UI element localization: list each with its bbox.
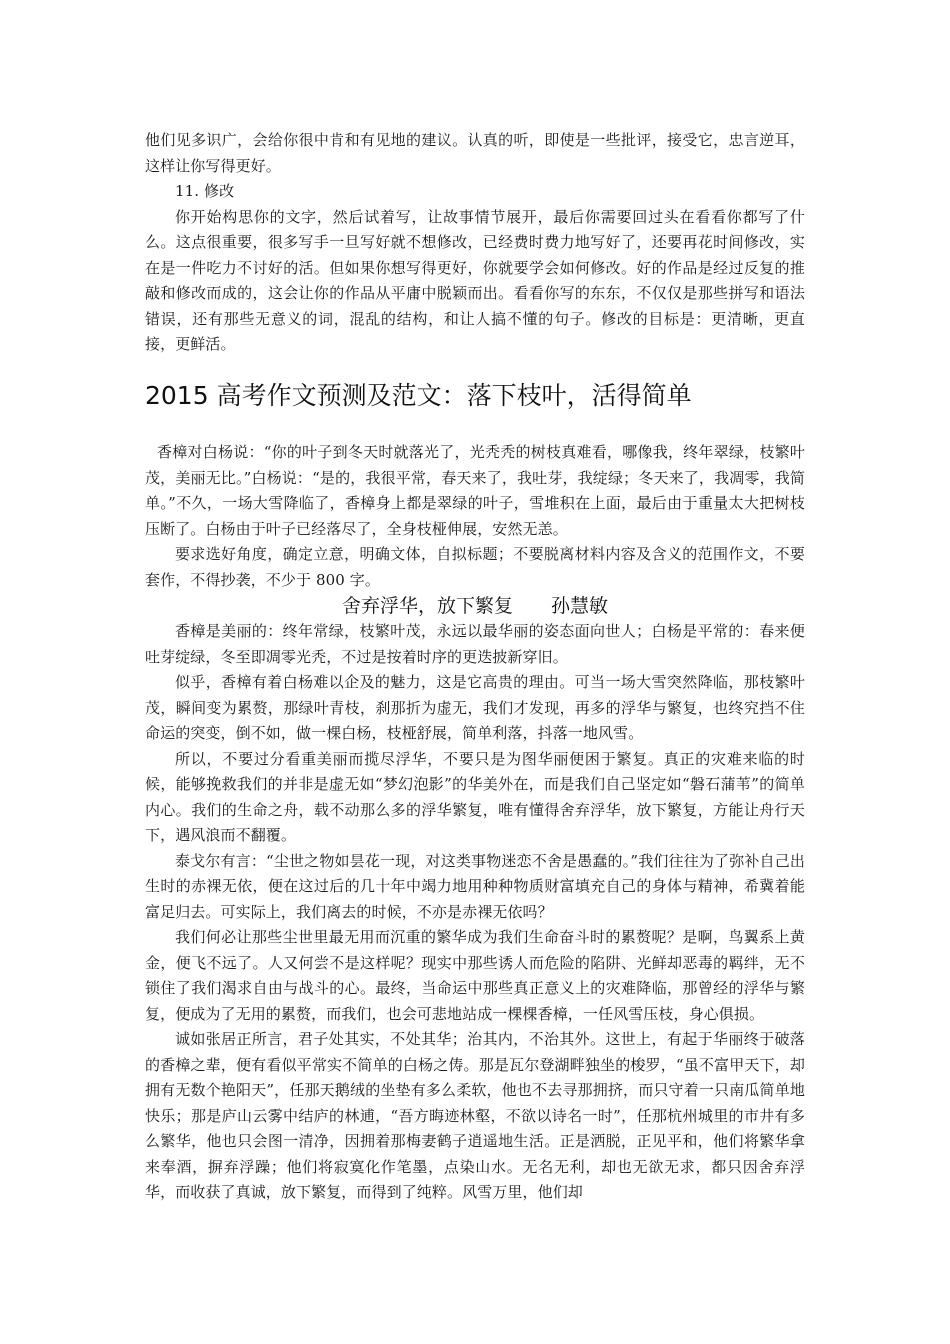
prompt-paragraph-1: 香樟对白杨说：“你的叶子到冬天时就落光了，光秃秃的树枝真难看，哪像我，终年翠绿，枝繁叶茂，美丽无比。”白杨说：“是的，我很平常，春天来了，我吐芽，我绽绿；冬天来了，我凋零，我简单。”不久，一场大雪降临了，香樟身上都是翠绿的叶子，雪堆积在上面，最后由于重量太大把树枝压断了。白杨由于叶子已经落尽了，全身枝桠伸展，安然无恙。 <box>145 443 805 538</box>
essay-paragraph: 所以，不要过分看重美丽而揽尽浮华，不要只是为图华丽便困于繁复。真正的灾难来临的时候，能够挽救我们的并非是虚无如“梦幻泡影”的华美外在，而是我们自己坚定如“磐石蒲苇”的简单内心。我们的生命之舟，载不动那么多的浮华繁复，唯有懂得舍弃浮华，放下繁复，方能让舟行天下，遇风浪而不翻覆。 <box>145 749 805 844</box>
article-heading-block <box>145 380 805 412</box>
essay-paragraph: 我们何必让那些尘世里最无用而沉重的繁华成为我们生命奋斗时的累赘呢？是啊，鸟翼系上黄金，便飞不远了。人又何尝不是这样呢？现实中那些诱人而危险的陷阱、光鲜却恶毒的羁绊，无不锁住了我们渴求自由与战斗的心。最终，当命运中那些真正意义上的灾难降临，那曾经的浮华与繁复，便成为了无用的累赘，而我们，也会可悲地站成一棵棵香樟，一任风雪压枝，身心俱损。 <box>145 928 805 1023</box>
article-title: 2015 高考作文预测及范文：落下枝叶，活得简单 <box>145 381 692 410</box>
essay-paragraph: 香樟是美丽的：终年常绿，枝繁叶茂，永远以最华丽的姿态面向世人；白杨是平常的：春来便吐芽绽绿，冬至即凋零光秃，不过是按着时序的更迭披新穿旧。 <box>145 622 805 666</box>
essay-heading <box>145 593 805 619</box>
essay-title: 舍弃浮华，放下繁复 <box>341 595 513 617</box>
article-body <box>145 440 805 1206</box>
prompt-paragraph-2: 要求选好角度，确定立意，明确文体，自拟标题；不要脱离材料内容及含义的范围作文，不要套作，不得抄袭，不少于 800 字。 <box>145 545 805 589</box>
essay-paragraph: 似乎，香樟有着白杨难以企及的魅力，这是它高贵的理由。可当一场大雪突然降临，那枝繁叶茂，瞬间变为累赘，那绿叶青枝，刹那折为虚无，我们才发现，再多的浮华与繁复，也终究挡不住命运的突变，倒不如，做一棵白杨，枝桠舒展，简单利落，抖落一地风雪。 <box>145 673 805 742</box>
revise-paragraph: 你开始构思你的文字，然后试着写，让故事情节展开，最后你需要回过头在看看你都写了什么。这点很重要，很多写手一旦写好就不想修改，已经费时费力地写好了，还要再花时间修改，实在是一件吃力不讨好的活。但如果你想写得更好，你就要学会如何修改。好的作品是经过反复的推敲和修改而成的，这会让你的作品从平庸中脱颖而出。看看你写的东东，不仅仅是那些拼写和语法错误，还有那些无意义的词，混乱的结构，和让人搞不懂的句子。修改的目标是：更清晰，更直接，更鲜活。 <box>145 207 805 353</box>
top-section <box>145 128 805 358</box>
essay-paragraph: 诚如张居正所言，君子处其实，不处其华；治其内，不治其外。这世上，有起于华丽终于破落的香樟之辈，便有看似平常实不简单的白杨之俦。那是瓦尔登湖畔独坐的梭罗，“虽不富甲天下，却拥有无数个艳阳天”，任那天鹅绒的坐垫有多么柔软，他也不去寻那拥挤，而只守着一只南瓜简单地快乐；那是庐山云雾中结庐的林逋，“吾方晦迹林壑，不欲以诗名一时”，任那杭州城里的市井有多么繁华，他也只会图一清净，因拥着那梅妻鹤子逍遥地生活。正是洒脱，正见平和，他们将繁华拿来奉酒，摒弃浮躁；他们将寂寞化作笔墨，点染山水。无名无利，却也无欲无求，都只因舍弃浮华，而收获了真诚，放下繁复，而得到了纯粹。风雪万里，他们却 <box>145 1030 805 1201</box>
essay-paragraph: 泰戈尔有言：“尘世之物如昙花一现，对这类事物迷恋不舍是愚蠢的。”我们往往为了弥补自己出生时的赤裸无依，便在这过后的几十年中竭力地用种种物质财富填充自己的身体与精神，希冀着能富足归去。可实际上，我们离去的时候，不亦是赤裸无依吗？ <box>145 851 805 921</box>
continued-paragraph: 他们见多识广，会给你很中肯和有见地的建议。认真的听，即使是一些批评，接受它，忠言逆耳，这样让你写得更好。 <box>145 131 805 175</box>
item-title: 11. 修改 <box>175 182 235 200</box>
essay-author: 孙慧敏 <box>551 595 609 617</box>
